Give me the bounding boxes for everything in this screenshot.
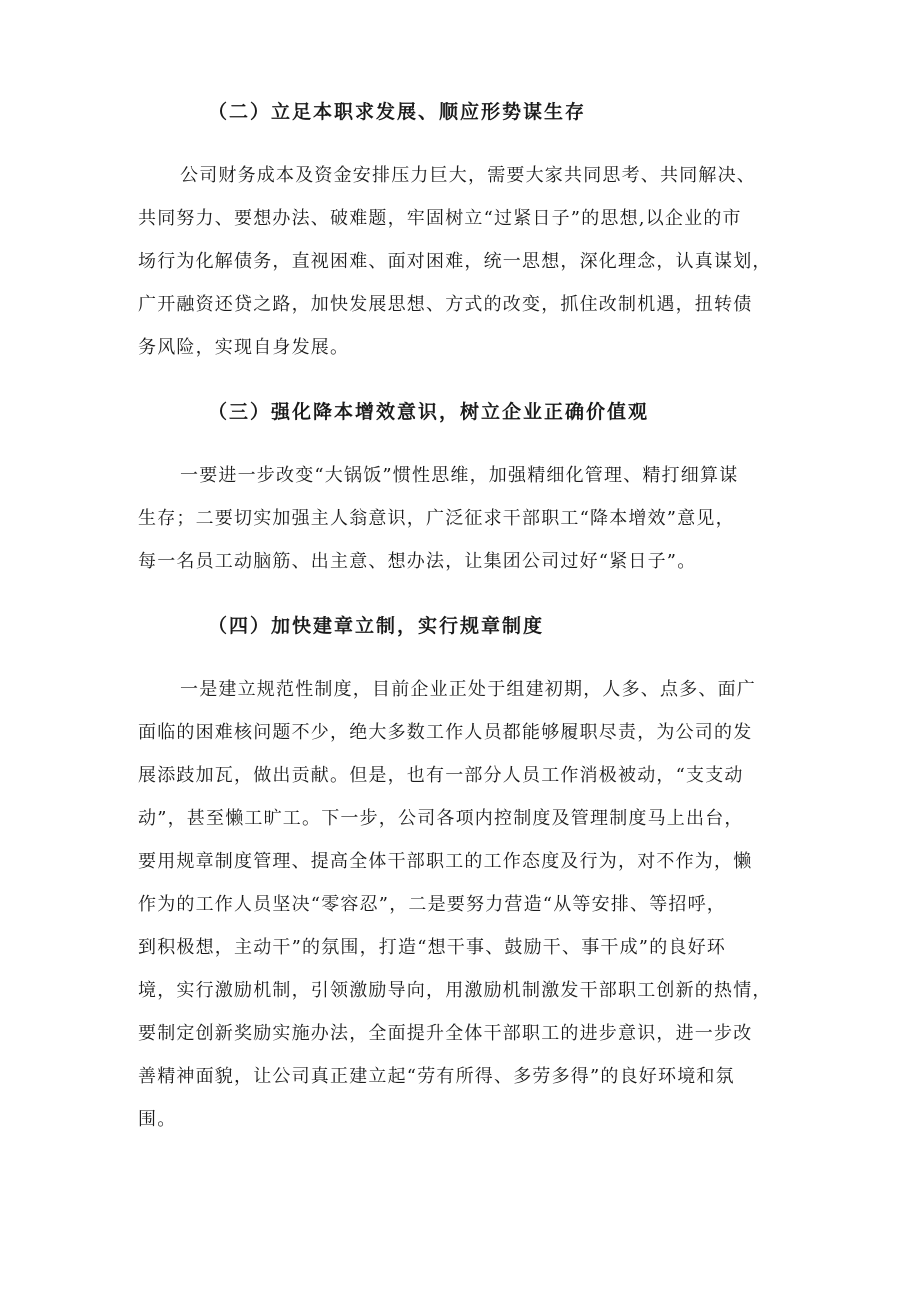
paragraph-line: 每一名员工动脑筋、出主意、想办法，让集团公司过好“紧日子”。	[138, 551, 697, 572]
paragraph-line: 到积极想，主动干”的氛围，打造“想干事、鼓励干、事干成”的良好环	[138, 937, 727, 958]
paragraph-line: 要用规章制度管理、提高全体干部职工的工作态度及行为，对不作为，懒	[138, 851, 753, 872]
section-heading-4: （四）加快建章立制，实行规章制度	[208, 615, 545, 637]
paragraph-line: 共同努力、要想办法、破难题，牢固树立“过紧日子”的思想,以企业的市	[138, 208, 742, 229]
paragraph-line: 公司财务成本及资金安排压力巨大，需要大家共同思考、共同解决、	[180, 165, 756, 186]
paragraph-line: 围。	[138, 1109, 177, 1130]
paragraph-line: 要制定创新奖励实施办法，全面提升全体干部职工的进步意识，进一步改	[138, 1023, 753, 1044]
paragraph-line: 场行为化解债务，直视困难、面对困难，统一思想，深化理念，认真谋划，	[138, 251, 772, 272]
paragraph-line: 广开融资还贷之路，加快发展思想、方式的改变，抓住改制机遇，扭转债	[138, 294, 753, 315]
paragraph-line: 面临的困难核问题不少，绝大多数工作人员都能够履职尽责，为公司的发	[138, 722, 753, 743]
paragraph-line: 境，实行激励机制，引领激励导向，用激励机制激发干部职工创新的热情，	[138, 980, 772, 1001]
paragraph-line: 作为的工作人员坚决“零容忍”，二是要努力营造“从等安排、等招呼，	[138, 894, 727, 915]
paragraph-line: 一是建立规范性制度，目前企业正处于组建初期，人多、点多、面广	[180, 679, 756, 700]
paragraph-line: 务风险，实现自身发展。	[138, 337, 350, 358]
paragraph-line: 生存；二要切实加强主人翁意识，广泛征求干部职工“降本增效”意见，	[138, 508, 735, 529]
paragraph-line: 一要进一步改变“大锅饭”惯性思维，加强精细化管理、精打细算谋	[180, 465, 739, 486]
section-heading-2: （二）立足本职求发展、顺应形势谋生存	[208, 101, 587, 123]
paragraph-line: 善精神面貌，让公司真正建立起“劳有所得、多劳多得”的良好环境和氛	[138, 1066, 735, 1087]
paragraph-line: 展添跂加瓦，做出贡献。但是，也有一部分人员工作消极被动，“支支动	[138, 765, 744, 786]
paragraph-line: 动”，甚至懒工旷工。下一步，公司各项内控制度及管理制度马上出台，	[138, 808, 744, 829]
section-heading-3: （三）强化降本增效意识，树立企业正确价值观	[208, 401, 650, 423]
